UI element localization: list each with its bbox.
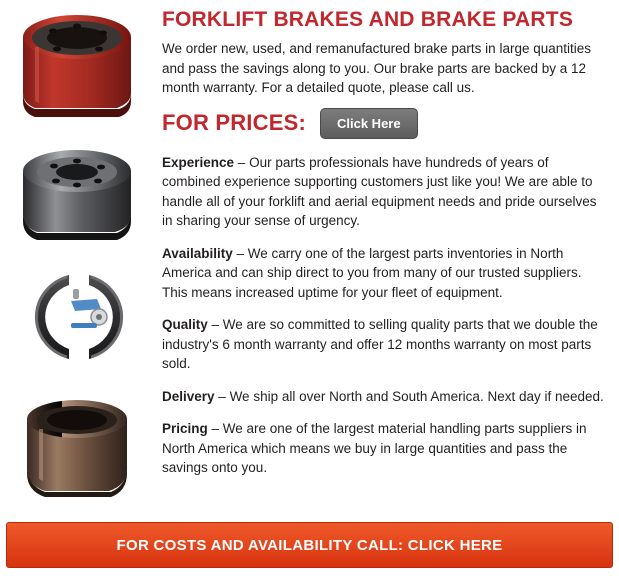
brake-shoes-graphic xyxy=(5,265,153,369)
for-prices-row xyxy=(162,108,610,139)
section-availability-heading: Availability xyxy=(162,245,233,261)
bronze-brake-drum-graphic xyxy=(5,393,153,505)
product-image-column xyxy=(0,0,158,508)
section-delivery-dash: – xyxy=(214,388,230,404)
section-pricing-dash: – xyxy=(207,421,223,436)
section-pricing-heading: Pricing xyxy=(162,421,208,436)
section-quality xyxy=(162,315,610,374)
click-here-button[interactable]: Click Here xyxy=(320,108,418,139)
section-pricing-body: We are one of the largest material handling parts suppliers in North America which means we buy in large quantities and pass the savings onto you. xyxy=(162,421,587,475)
for-prices-label: FOR PRICES: xyxy=(162,110,306,135)
section-availability xyxy=(162,244,610,303)
section-experience-body: Our parts professionals have hundreds of years of combined experience supporting customers just like you! We are able to handle all of your forklift and aerial equipment needs and pride ourselves in sharing your sense of urgency. xyxy=(162,154,597,228)
section-availability-dash: – xyxy=(232,245,248,261)
section-quality-heading: Quality xyxy=(162,317,208,332)
section-availability-body: We carry one of the largest parts inventories in North America and can ship direct to you from many of our trusted suppliers. This means increased uptime for your fleet of equipment. xyxy=(162,245,582,300)
brake-shoes-photo xyxy=(0,262,158,372)
section-experience-heading: Experience xyxy=(162,154,235,170)
section-quality-body: We are so committed to selling quality parts that we double the industry's 6 month warranty and offer 12 months warranty on most parts sold. xyxy=(162,317,598,371)
steel-brake-drum-graphic xyxy=(5,143,153,247)
section-experience-dash: – xyxy=(234,154,250,170)
steel-brake-drum-photo xyxy=(0,140,158,250)
section-quality-dash: – xyxy=(207,317,223,332)
section-experience xyxy=(162,153,610,231)
section-delivery xyxy=(162,387,610,407)
call-to-action-banner[interactable] xyxy=(6,522,613,568)
section-delivery-body: We ship all over North and South America. Next day if needed. xyxy=(229,388,604,404)
page-title: FORKLIFT BRAKES AND BRAKE PARTS xyxy=(162,8,574,31)
article-content xyxy=(162,8,610,491)
red-brake-drum-photo xyxy=(0,4,158,130)
section-pricing xyxy=(162,419,610,478)
section-delivery-heading: Delivery xyxy=(162,388,215,404)
intro-paragraph: We order new, used, and remanufactured brake parts in large quantities and pass the savings along to you. Our brake parts are backed by a 12 month warranty. For a detailed quote, please call us. xyxy=(162,41,592,95)
bronze-brake-drum-photo xyxy=(0,390,158,508)
call-to-action-banner-label: FOR COSTS AND AVAILABILITY CALL: CLICK HERE xyxy=(116,536,503,554)
red-brake-drum-graphic xyxy=(5,7,153,127)
